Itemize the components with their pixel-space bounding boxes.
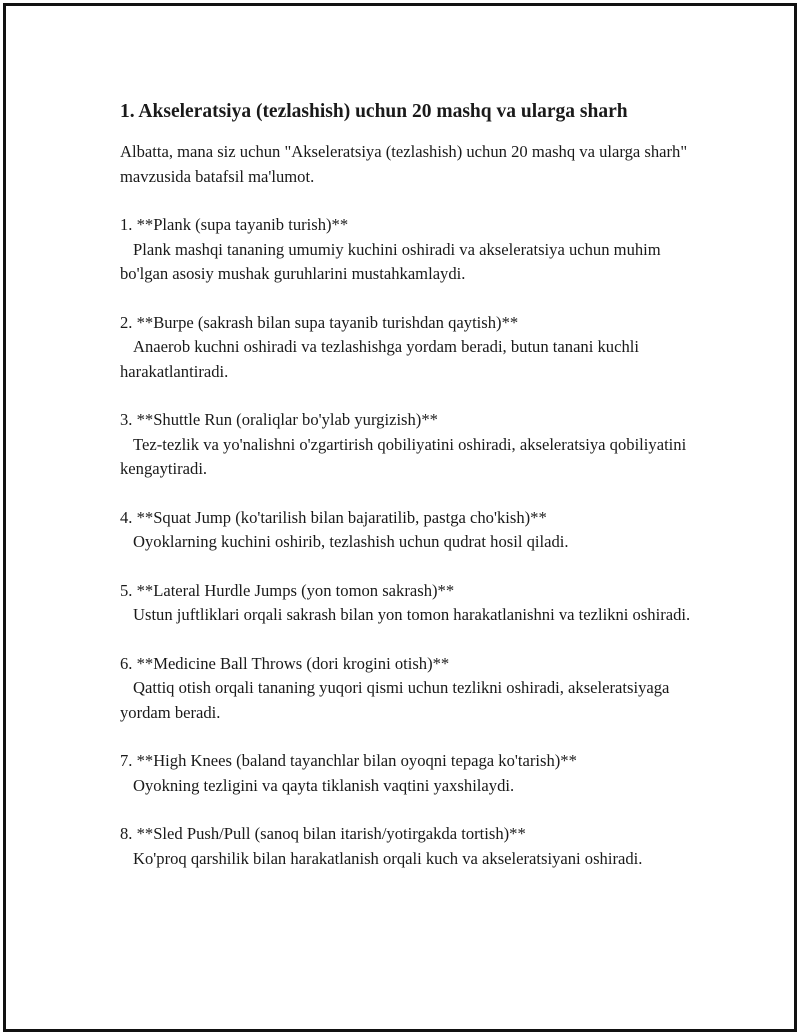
document-content: [120, 98, 700, 895]
item-description: Qattiq otish orqali tananing yuqori qismi uchun tezlikni oshiradi, akseleratsiyaga yordam beradi.: [120, 678, 670, 722]
list-item: [120, 213, 700, 287]
item-description: Oyoklarning kuchini oshirib, tezlashish uchun qudrat hosil qiladi.: [133, 532, 569, 551]
item-heading: 7. **High Knees (baland tayanchlar bilan oyoqni tepaga ko'tarish)**: [120, 751, 577, 770]
document-page: [3, 3, 797, 1032]
item-description: Tez-tezlik va yo'nalishni o'zgartirish qobiliyatini oshiradi, akseleratsiya qobiliyatini kengaytiradi.: [120, 434, 687, 478]
document-title: 1. Akseleratsiya (tezlashish) uchun 20 mashq va ularga sharh: [120, 101, 628, 122]
item-description: Ustun juftliklari orqali sakrash bilan yon tomon harakatlanishni va tezlikni oshiradi.: [133, 605, 691, 624]
item-heading: 3. **Shuttle Run (oraliqlar bo'ylab yurgizish)**: [120, 410, 438, 429]
item-heading: 1. **Plank (supa tayanib turish)**: [120, 215, 349, 234]
item-description: Ko'proq qarshilik bilan harakatlanish orqali kuch va akseleratsiyani oshiradi.: [133, 848, 643, 868]
item-heading: 5. **Lateral Hurdle Jumps (yon tomon sakrash)**: [120, 580, 455, 600]
item-heading: 8. **Sled Push/Pull (sanoq bilan itarish/yotirgakda tortish)**: [120, 824, 526, 843]
list-item: [120, 579, 700, 628]
list-item: [120, 749, 700, 798]
item-heading: 2. **Burpe (sakrash bilan supa tayanib turishdan qaytish)**: [120, 312, 519, 332]
intro-paragraph: Albatta, mana siz uchun "Akseleratsiya (tezlashish) uchun 20 mashq va ularga sharh" mavzusida batafsil ma'lumot.: [120, 142, 688, 186]
list-item: [120, 652, 700, 726]
list-item: [120, 822, 700, 871]
item-description: Plank mashqi tananing umumiy kuchini oshiradi va akseleratsiya uchun muhim bo'lgan asosiy mushak guruhlarini mustahkamlaydi.: [120, 239, 661, 283]
item-heading: 4. **Squat Jump (ko'tarilish bilan bajaratilib, pastga cho'kish)**: [120, 507, 547, 527]
list-item: [120, 311, 700, 385]
list-item: [120, 408, 700, 482]
item-description: Oyokning tezligini va qayta tiklanish vaqtini yaxshilaydi.: [133, 775, 515, 795]
item-description: Anaerob kuchni oshiradi va tezlashishga yordam beradi, butun tanani kuchli harakatlantiradi.: [120, 337, 639, 381]
item-heading: 6. **Medicine Ball Throws (dori krogini otish)**: [120, 653, 450, 673]
list-item: [120, 506, 700, 555]
